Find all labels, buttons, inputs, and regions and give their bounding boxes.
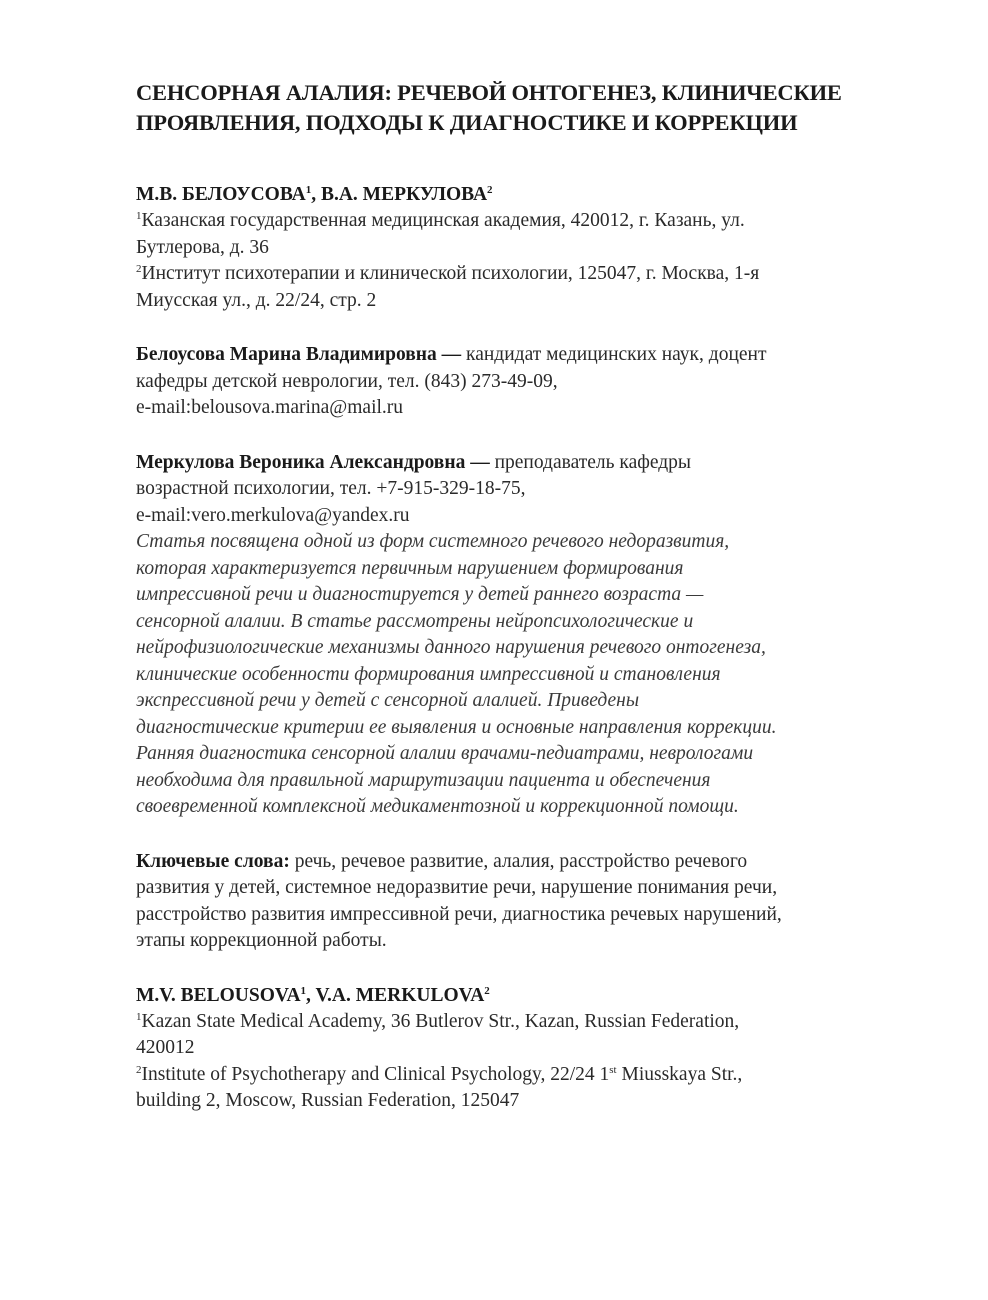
abstract-line: сенсорной алалии. В статье рассмотрены нейропсихологические и [136,610,694,632]
bio-email: e-mail:vero.merkulova@yandex.ru [136,504,410,526]
bio-line: возрастной психологии, тел. +7-915-329-18-75, [136,478,526,499]
keywords-line [136,849,926,876]
affiliation-line: 420012 [136,1037,195,1058]
bio-email: e-mail:belousova.marina@mail.ru [136,397,404,418]
affiliation-line: Миусская ул., д. 22/24, стр. 2 [136,289,377,311]
abstract-line: Статья посвящена одной из форм системного речевого недоразвития, [136,531,730,552]
authors-ru [136,182,926,208]
author-bio-1 [136,342,926,422]
affiliation-line [136,1062,926,1089]
bio-name: Меркулова Вероника Александровна — [136,451,490,473]
bio-text: кандидат медицинских наук, доцент [461,344,767,365]
affiliation-line [136,208,926,235]
abstract-line: Ранняя диагностика сенсорной алалии врачами-педиатрами, неврологами [136,743,754,764]
affiliation-text: Miusskaya Str., [616,1063,743,1085]
bio-line [136,342,926,369]
affiliation-marker: 1 [136,210,142,222]
affiliations-en [136,1009,926,1115]
title-line: СЕНСОРНАЯ АЛАЛИЯ: РЕЧЕВОЙ ОНТОГЕНЕЗ, КЛИНИЧЕСКИЕ [136,80,842,105]
article-title [136,78,926,138]
bio-line [136,450,926,477]
affiliation-text: Institute of Psychotherapy and Clinical Psychology, 22/24 1 [141,1063,610,1085]
keywords-line: развития у детей, системное недоразвитие речи, нарушение понимания речи, [136,877,778,898]
bio-name: Белоусова Марина Владимировна — [136,344,462,365]
title-line: ПРОЯВЛЕНИЯ, ПОДХОДЫ К ДИАГНОСТИКЕ И КОРРЕКЦИИ [136,110,798,135]
affiliation-marker: 1 [305,184,312,196]
affiliation-marker: 1 [136,1010,142,1023]
affiliation-marker: 2 [136,263,142,275]
affiliation-text: Институт психотерапии и клинической психологии, 125047, г. Москва, 1-я [141,263,760,284]
author-separator: , [311,184,321,205]
keywords-line: этапы коррекционной работы. [136,930,387,951]
authors-en [136,983,926,1009]
abstract-line: экспрессивной речи у детей с сенсорной алалией. Приведены [136,690,640,711]
author-name: V.A. MERKULOVA [315,984,485,1006]
affiliation-line [136,1009,926,1036]
bio-text: преподаватель кафедры [489,451,692,473]
author-name: M.V. BELOUSOVA [136,984,301,1006]
abstract-line: клинические особенности формирования импрессивной и становления [136,663,721,685]
affiliations-ru [136,208,926,314]
affiliation-text: Kazan State Medical Academy, 36 Butlerov Str., Kazan, Russian Federation, [141,1010,740,1032]
affiliation-marker: 1 [300,984,307,997]
affiliation-line: Бутлерова, д. 36 [136,236,269,258]
affiliation-text: Казанская государственная медицинская академия, 420012, г. Казань, ул. [141,210,745,231]
affiliation-marker: 2 [487,184,493,196]
bio-line: кафедры детской неврологии, тел. (843) 273-49-09, [136,370,558,392]
affiliation-line: building 2, Moscow, Russian Federation, 125047 [136,1090,520,1111]
abstract [136,529,926,821]
abstract-line: нейрофизиологические механизмы данного нарушения речевого онтогенеза, [136,637,766,658]
ordinal-suffix: st [609,1063,617,1076]
abstract-line: необходима для правильной маршрутизации пациента и обеспечения [136,769,711,791]
abstract-line: диагностические критерии ее выявления и основные направления коррекции. [136,716,777,738]
affiliation-marker: 2 [484,984,490,997]
keywords [136,849,926,955]
keywords-label: Ключевые слова: [136,850,290,872]
abstract-line: импрессивной речи и диагностируется у детей раннего возраста — [136,584,704,605]
keywords-text: речь, речевое развитие, алалия, расстройство речевого [289,850,748,872]
document-page [136,78,926,1115]
abstract-line: своевременной комплексной медикаментозной и коррекционной помощи. [136,796,739,817]
affiliation-line [136,261,926,288]
author-name: М.В. БЕЛОУСОВА [136,184,306,205]
keywords-line: расстройство развития импрессивной речи, диагностика речевых нарушений, [136,903,782,925]
abstract-line: которая характеризуется первичным нарушением формирования [136,557,684,579]
author-name: В.А. МЕРКУЛОВА [320,184,488,205]
author-separator: , [306,984,316,1006]
author-bio-2 [136,450,926,530]
affiliation-marker: 2 [136,1063,142,1076]
